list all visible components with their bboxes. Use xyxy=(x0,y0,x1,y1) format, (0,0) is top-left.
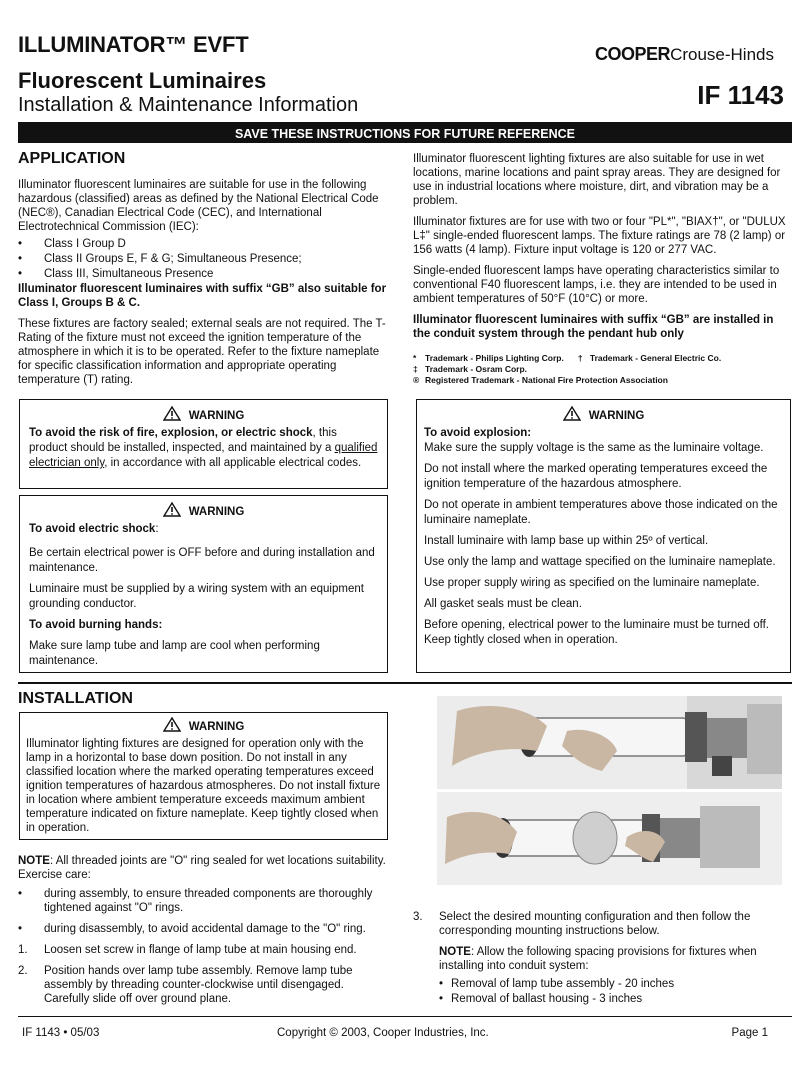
list-item: • Class I Group D xyxy=(18,238,126,250)
logo-brand: COOPER xyxy=(595,44,671,64)
warning-header: WARNING xyxy=(424,406,783,424)
lamp-characteristics-paragraph: Single-ended fluorescent lamps have operating characteristics similar to conventional F40 fluorescent lamps, i.e. they are intended to be used in ambient temperatures of 50°F (10°C) or more. xyxy=(413,265,780,305)
doc-number: IF 1143 xyxy=(697,80,784,110)
application-heading: APPLICATION xyxy=(18,150,126,167)
installation-warning-text: Illuminator lighting fixtures are designed for operation only with the lamp in a horizontal to base down position. Do not install in any classified location where the marked operating temperatures exceed ignition temperatures of hazardous atmospheres. Do not install fixture in location where ambient temperature exceeds maximum ambient temperature indicated on fixture nameplate. Keep tightly closed when in operation. xyxy=(26,738,381,834)
list-item: Do not operate in ambient temperatures above those indicated on the luminaire nameplate. xyxy=(424,499,778,526)
document-title: ILLUMINATOR™ EVFT xyxy=(18,32,249,57)
warning-header: WARNING xyxy=(29,502,378,520)
list-item: • Class II Groups E, F & G; Simultaneous Presence; xyxy=(18,253,302,265)
installation-left xyxy=(18,854,390,1006)
document-subtitle-product: Fluorescent Luminaires xyxy=(18,68,267,93)
list-item: Make sure the supply voltage is the same as the luminaire voltage. xyxy=(424,442,764,454)
warning-triangle-icon xyxy=(163,406,181,421)
shock-p1: Be certain electrical power is OFF before and during installation and maintenance. xyxy=(29,547,375,574)
thread-note: NOTE: All threaded joints are "O" ring sealed for wet locations suitability. Exercise care: xyxy=(18,855,386,881)
application-left xyxy=(18,178,388,394)
warning-header: WARNING xyxy=(29,406,378,424)
list-item: • during disassembly, to avoid accidental damage to the "O" ring. xyxy=(18,923,366,935)
list-item: Install luminaire with lamp base up within 25º of vertical. xyxy=(424,535,709,547)
footnote-row: ® Registered Trademark - National Fire Protection Association xyxy=(413,375,668,385)
step-item: 2. Position hands over lamp tube assembly. Remove lamp tube assembly by threading counter-clockwise until disengaged. Carefully slide off over ground plane. xyxy=(18,965,353,1005)
list-item: Use only the lamp and wattage specified on the luminaire nameplate. xyxy=(424,556,776,568)
footnote-row: * Trademark - Philips Lighting Corp. † Trademark - General Electric Co. xyxy=(413,353,722,363)
gb-note: Illuminator fluorescent luminaires with suffix “GB” also suitable for Class I, Groups B & C. xyxy=(18,283,387,309)
installation-right xyxy=(413,910,791,1007)
lamp-types-paragraph: Illuminator fixtures are for use with two or four "PL*", "BIAX†", or "DULUX L‡" single-ended fluorescent lamps. The fixture ratings are 78 (2 lamp) or 156 watts (4 lamp). Fixture input voltage is 120 or 277 VAC. xyxy=(413,216,786,256)
list-item: • Removal of ballast housing - 3 inches xyxy=(439,993,643,1005)
warning-triangle-icon xyxy=(163,502,181,517)
warning-fire-text: To avoid the risk of fire, explosion, or electric shock, this product should be installed, inspected, and maintained by a qualified electrician only, in accordance with all applicable electrical codes. xyxy=(29,427,378,469)
wet-locations-paragraph: Illuminator fluorescent lighting fixtures are also suitable for use in wet locations, marine locations and paint spray areas. They are designed for use in industrial locations where moisture, dirt, and vibration may be a problem. xyxy=(413,153,781,207)
warning-triangle-icon xyxy=(163,717,181,732)
installation-warning-box xyxy=(19,712,388,840)
gb-conduit-note: Illuminator fluorescent luminaires with suffix “GB” are installed in the conduit system through the pendant hub only xyxy=(413,314,774,340)
shock-lead: To avoid electric shock: xyxy=(29,523,159,535)
logo-sub: Crouse-Hinds xyxy=(670,45,774,64)
list-item: All gasket seals must be clean. xyxy=(424,598,582,610)
list-item: Use proper supply wiring as specified on the luminaire nameplate. xyxy=(424,577,760,589)
sealed-paragraph: These fixtures are factory sealed; external seals are not required. The T-Rating of the fixture must not exceed the ignition temperature of the atmosphere in which it is to be operated. Refer to the fixture nameplate for specific classification information and appropriate operating temperature (T) rating. xyxy=(18,318,386,386)
section-rule xyxy=(18,682,792,684)
footer-rule xyxy=(18,1016,792,1017)
installation-heading: INSTALLATION xyxy=(18,690,133,707)
document-subtitle: Installation & Maintenance Information xyxy=(18,94,359,116)
photo-slide-lamp-tube xyxy=(437,792,782,885)
save-banner: SAVE THESE INSTRUCTIONS FOR FUTURE REFERENCE xyxy=(18,125,792,143)
warning-box-explosion xyxy=(416,399,791,673)
footer-doc-date: IF 1143 • 05/03 xyxy=(22,1027,100,1039)
list-item: • Removal of lamp tube assembly - 20 inches xyxy=(439,978,675,990)
burn-text: Make sure lamp tube and lamp are cool when performing maintenance. xyxy=(29,640,320,667)
footnotes xyxy=(413,353,791,386)
footer-copyright: Copyright © 2003, Cooper Industries, Inc. xyxy=(277,1027,489,1039)
spacing-note: NOTE: Allow the following spacing provisions for fixtures when installing into conduit system: • Removal of lamp tube assembly - 20 inches • Removal of ballast housing - 3 inches xyxy=(413,945,791,1006)
list-item: • during assembly, to ensure threaded components are thoroughly tightened against "O" rings. xyxy=(18,888,373,914)
step-item: 1. Loosen set screw in flange of lamp tube at main housing end. xyxy=(18,944,357,956)
photo-remove-lamp-tube xyxy=(437,696,782,789)
explosion-lead: To avoid explosion: xyxy=(424,427,532,439)
burn-heading: To avoid burning hands: xyxy=(29,619,163,631)
application-intro: Illuminator fluorescent luminaires are suitable for use in the following hazardous (classified) areas as defined by the National Electrical Code (NEC®), Canadian Electrical Code (CEC), and International Electrotechnical Commission (IEC): xyxy=(18,179,379,233)
shock-p2: Luminaire must be supplied by a wiring system with an equipment grounding conductor. xyxy=(29,583,364,610)
list-item: Do not install where the marked operating temperatures exceed the ignition temperature of the hazardous atmosphere. xyxy=(424,463,768,490)
warning-box-fire xyxy=(19,399,388,489)
list-item: • Class III, Simultaneous Presence xyxy=(18,268,214,280)
warning-box-shock xyxy=(19,495,388,673)
warning-triangle-icon xyxy=(563,406,581,421)
warning-header: WARNING xyxy=(26,717,381,735)
footer-page-number: Page 1 xyxy=(731,1027,768,1039)
list-item: Before opening, electrical power to the luminaire must be turned off. Keep tightly closed when in operation. xyxy=(424,619,769,646)
company-logo xyxy=(595,44,774,65)
footnote-row: ‡ Trademark - Osram Corp. xyxy=(413,364,528,374)
step-item: 3. Select the desired mounting configuration and then follow the corresponding mounting instructions below. xyxy=(413,911,751,937)
application-right xyxy=(413,152,791,348)
